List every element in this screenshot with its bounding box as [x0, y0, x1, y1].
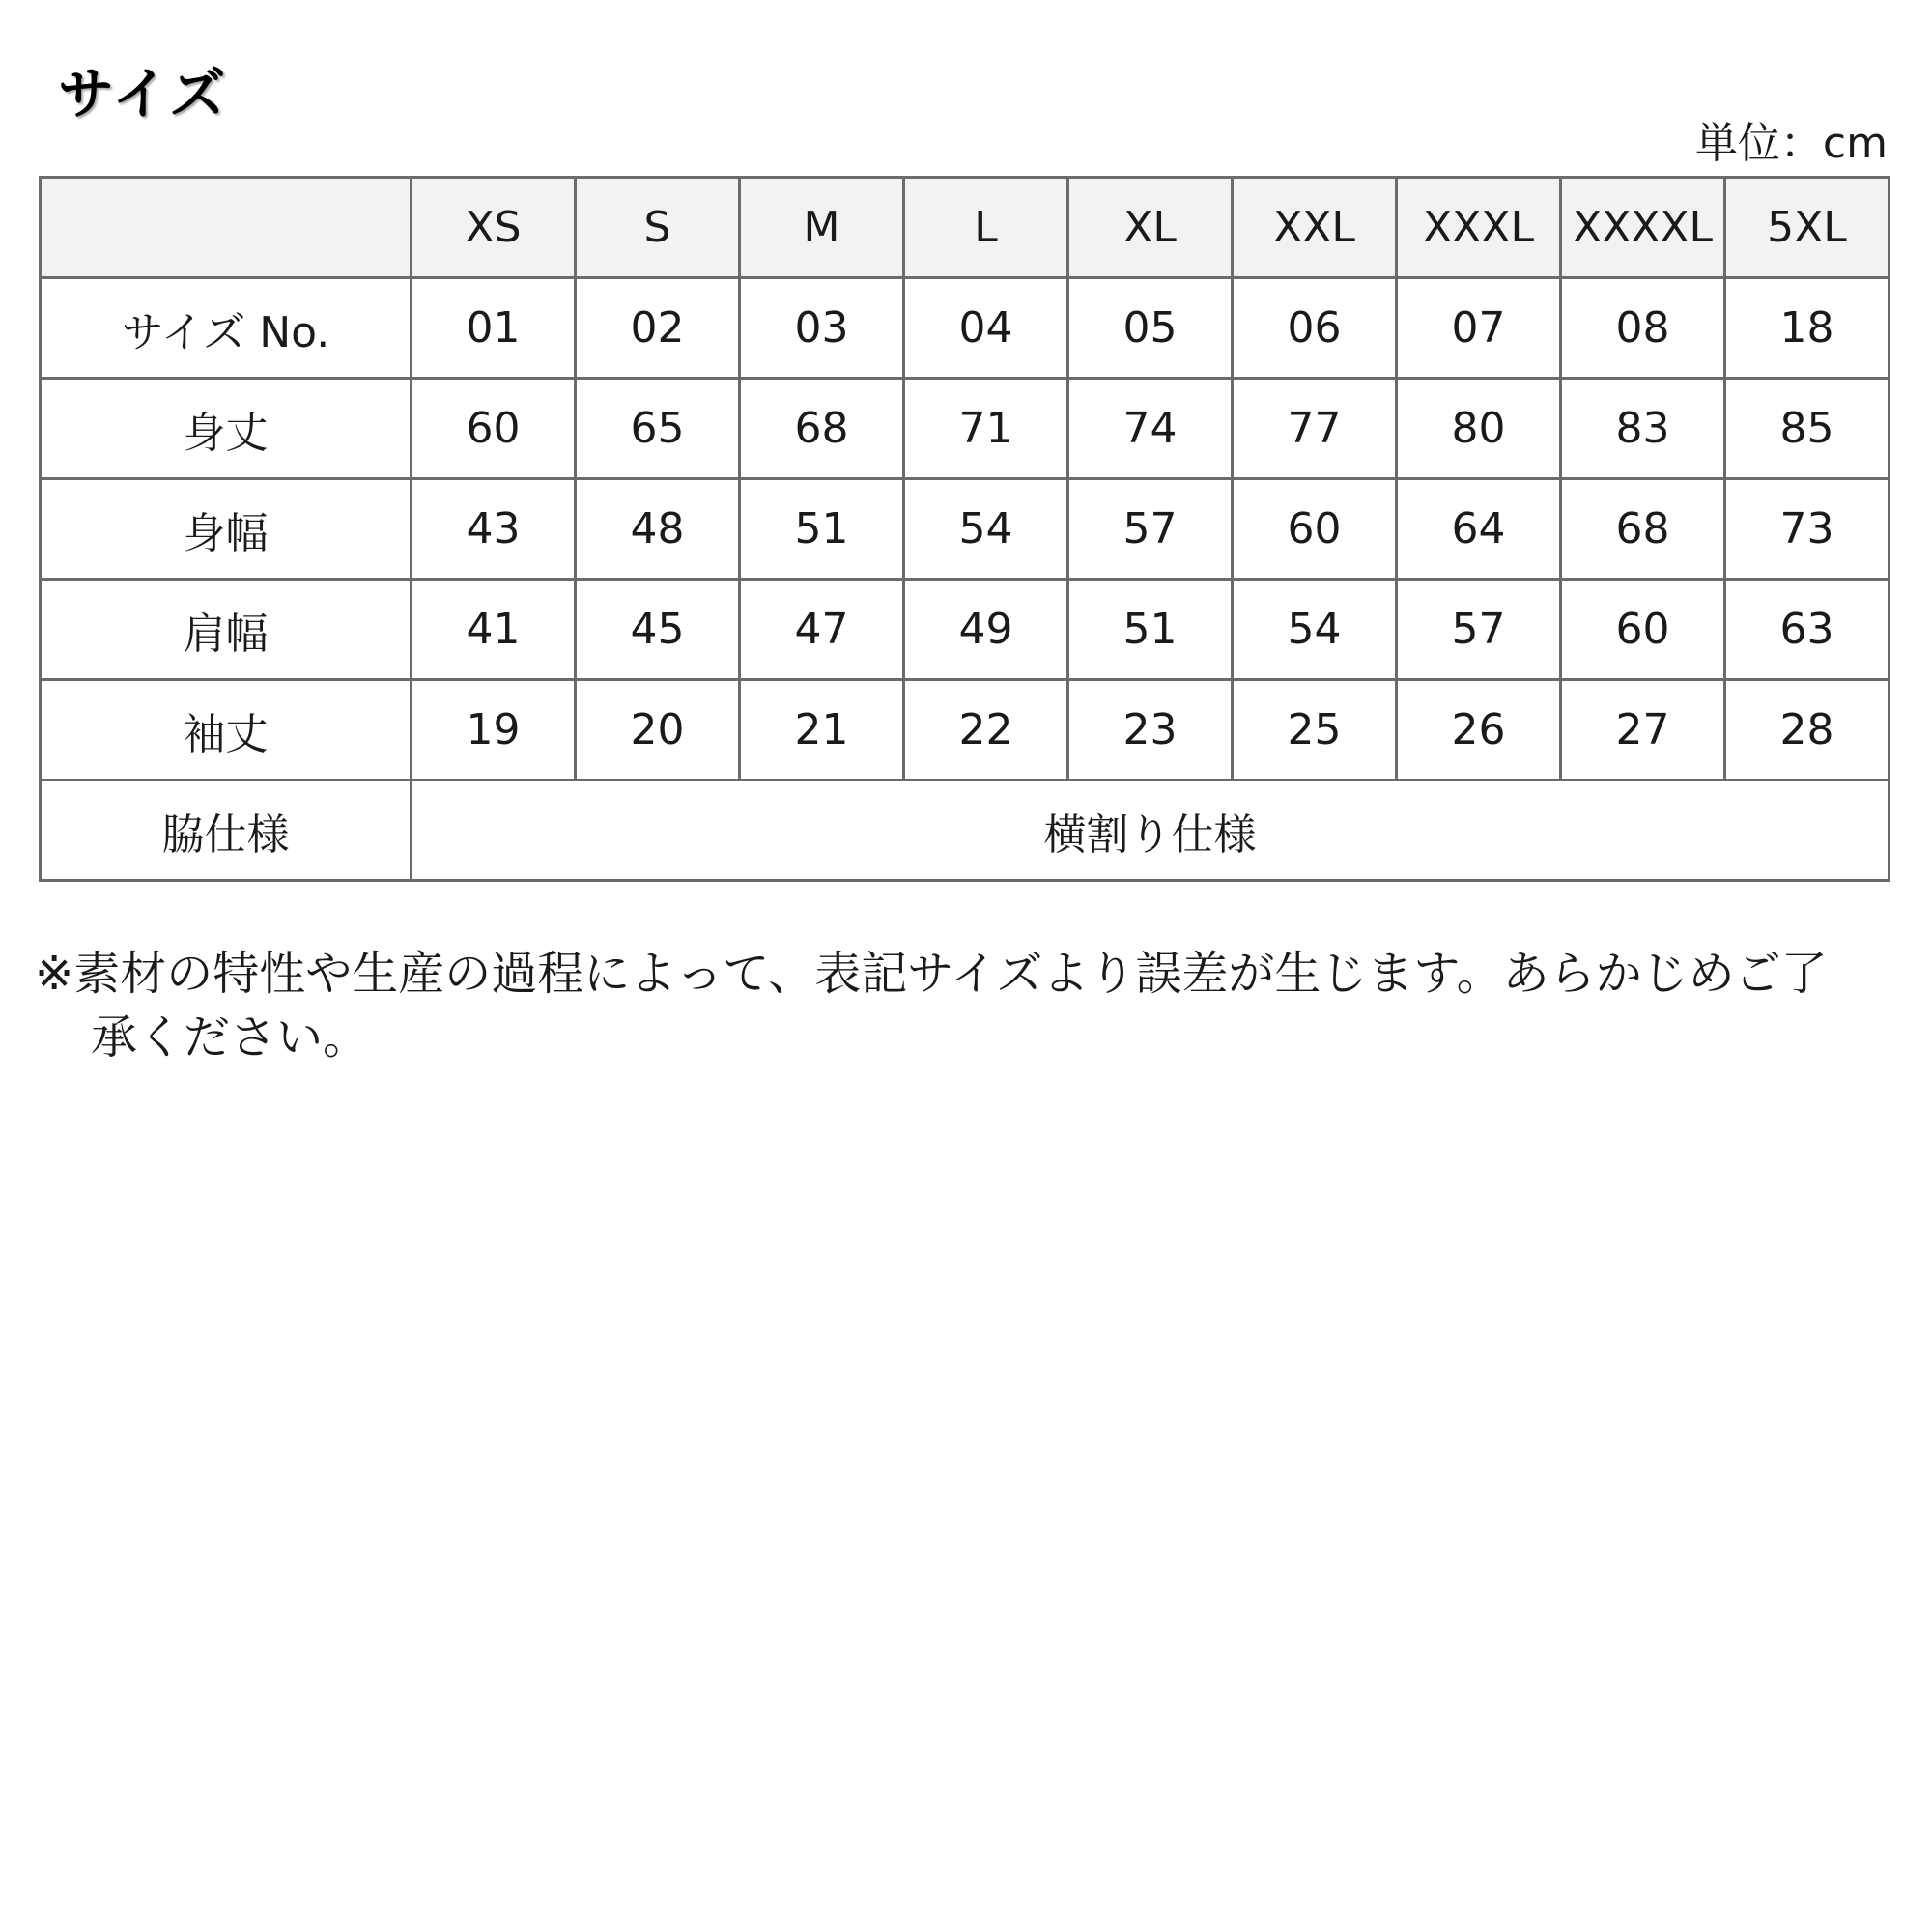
- column-header-m: M: [740, 178, 904, 278]
- table-cell: 60: [1561, 580, 1725, 680]
- table-cell: 05: [1068, 278, 1233, 379]
- column-header-xl: XL: [1068, 178, 1233, 278]
- table-cell: 47: [740, 580, 904, 680]
- table-cell: 51: [1068, 580, 1233, 680]
- table-row: [41, 680, 1889, 781]
- table-cell: 57: [1068, 479, 1233, 580]
- table-cell: 71: [904, 379, 1068, 479]
- table-cell: 08: [1561, 278, 1725, 379]
- side-spec-value: 横割り仕様: [412, 781, 1889, 881]
- column-header-xxl: XXL: [1233, 178, 1397, 278]
- table-cell: 06: [1233, 278, 1397, 379]
- table-cell: 54: [904, 479, 1068, 580]
- table-cell: 77: [1233, 379, 1397, 479]
- table-cell: 41: [412, 580, 576, 680]
- row-label-shoulder-width: 肩幅: [41, 580, 412, 680]
- table-cell: 20: [576, 680, 740, 781]
- table-cell: 73: [1725, 479, 1889, 580]
- table-row-side-spec: [41, 781, 1889, 881]
- column-header-xxxl: XXXL: [1397, 178, 1561, 278]
- table-cell: 03: [740, 278, 904, 379]
- table-cell: 45: [576, 580, 740, 680]
- size-table: [39, 176, 1890, 882]
- table-cell: 85: [1725, 379, 1889, 479]
- table-row: [41, 479, 1889, 580]
- row-label-body-length: 身丈: [41, 379, 412, 479]
- column-header-s: S: [576, 178, 740, 278]
- table-cell: 64: [1397, 479, 1561, 580]
- table-row: [41, 278, 1889, 379]
- table-cell: 51: [740, 479, 904, 580]
- row-label-side-spec: 脇仕様: [41, 781, 412, 881]
- table-cell: 25: [1233, 680, 1397, 781]
- table-cell: 22: [904, 680, 1068, 781]
- table-cell: 57: [1397, 580, 1561, 680]
- table-corner-cell: [41, 178, 412, 278]
- table-cell: 02: [576, 278, 740, 379]
- column-header-xxxxl: XXXXL: [1561, 178, 1725, 278]
- table-cell: 74: [1068, 379, 1233, 479]
- table-header-row: [41, 178, 1889, 278]
- row-label-size-no: サイズ No.: [41, 278, 412, 379]
- table-cell: 18: [1725, 278, 1889, 379]
- table-cell: 07: [1397, 278, 1561, 379]
- table-cell: 01: [412, 278, 576, 379]
- table-cell: 27: [1561, 680, 1725, 781]
- table-cell: 63: [1725, 580, 1889, 680]
- table-cell: 04: [904, 278, 1068, 379]
- table-cell: 26: [1397, 680, 1561, 781]
- table-cell: 60: [412, 379, 576, 479]
- table-cell: 68: [1561, 479, 1725, 580]
- table-cell: 19: [412, 680, 576, 781]
- table-cell: 21: [740, 680, 904, 781]
- row-label-body-width: 身幅: [41, 479, 412, 580]
- table-cell: 83: [1561, 379, 1725, 479]
- disclaimer-note: ※素材の特性や生産の過程によって、表記サイズより誤差が生じます。あらかじめご了承ください。: [35, 947, 1828, 1065]
- table-row: [41, 580, 1889, 680]
- table-cell: 48: [576, 479, 740, 580]
- page-title: サイズ: [58, 61, 228, 127]
- row-label-sleeve-length: 袖丈: [41, 680, 412, 781]
- column-header-5xl: 5XL: [1725, 178, 1889, 278]
- table-cell: 54: [1233, 580, 1397, 680]
- column-header-xs: XS: [412, 178, 576, 278]
- unit-label: 単位：cm: [1694, 119, 1888, 168]
- table-cell: 68: [740, 379, 904, 479]
- table-cell: 43: [412, 479, 576, 580]
- table-cell: 80: [1397, 379, 1561, 479]
- table-cell: 28: [1725, 680, 1889, 781]
- table-cell: 65: [576, 379, 740, 479]
- table-cell: 23: [1068, 680, 1233, 781]
- table-row: [41, 379, 1889, 479]
- table-cell: 49: [904, 580, 1068, 680]
- table-cell: 60: [1233, 479, 1397, 580]
- column-header-l: L: [904, 178, 1068, 278]
